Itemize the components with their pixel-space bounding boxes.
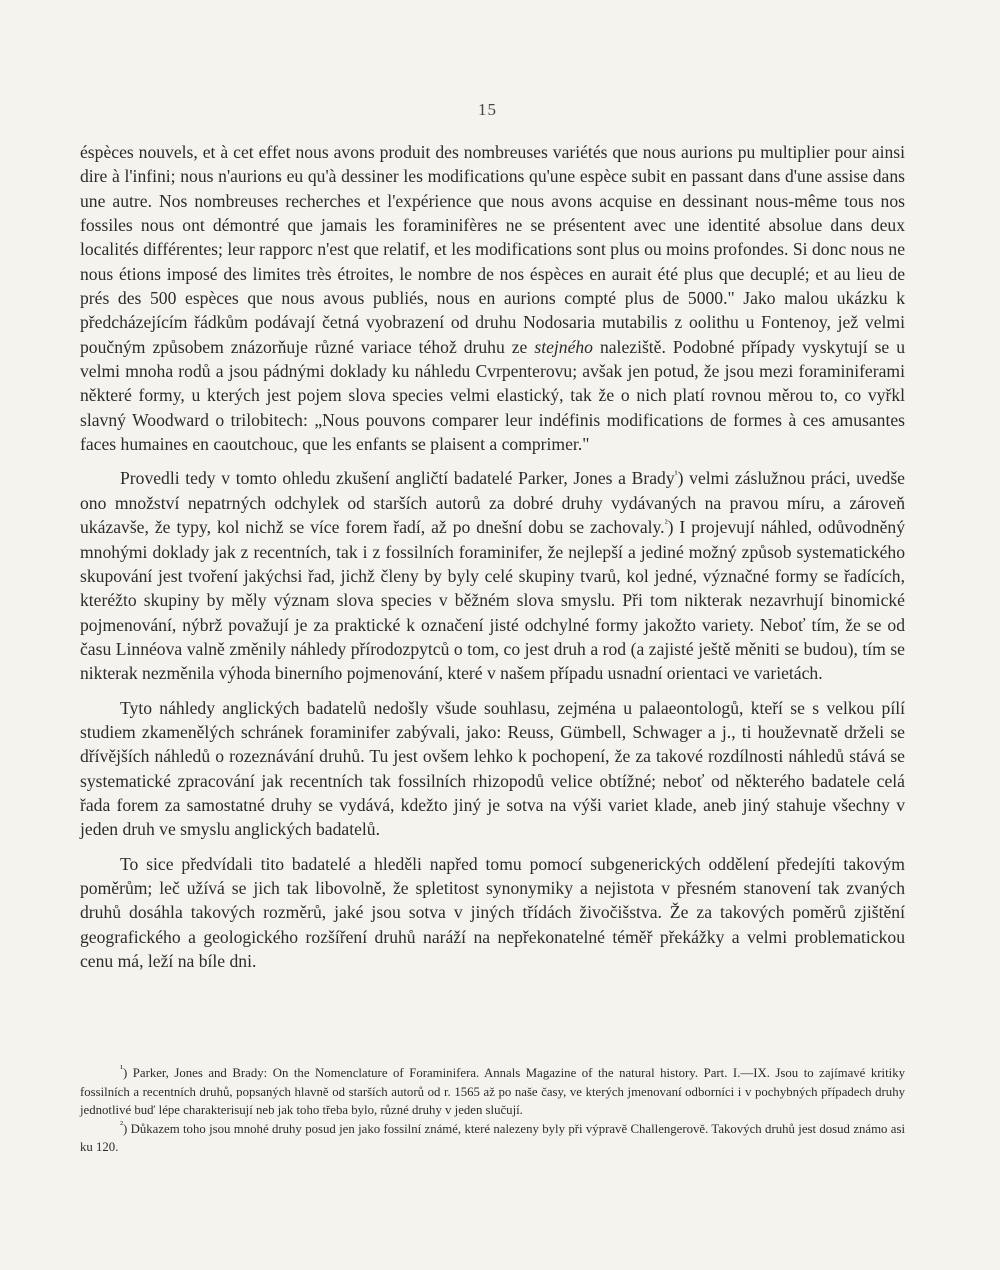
- footnote: [80, 1120, 905, 1157]
- paragraph: [80, 852, 905, 974]
- paragraph: [80, 696, 905, 842]
- paragraph: [80, 140, 905, 456]
- footnote: [80, 1064, 905, 1120]
- footnotes: [80, 1064, 905, 1157]
- footnote-reference: ²: [664, 518, 668, 530]
- page-number: 15: [478, 100, 497, 119]
- footnote-reference: ¹: [674, 469, 678, 481]
- paragraph-text: Provedli tedy v tomto ohledu zkušení angličtí badatelé Parker, Jones a Brady: [120, 468, 675, 489]
- paragraph-text: Tyto náhledy anglických badatelů nedošly všude souhlasu, zejména u palaeontologů, kteří se s velkou pílí studiem zkamenělých schránek foraminifer zabývali, jako: Reuss, Gümbell, Schwager a j., ti houževnatě drželi se dřívějších náhledů o rozeznávání druhů. Tu jest ovšem lehko k pochopení, že za takové rozdílnosti náhledů stává se systematické zpracování jak recentních tak fossilních rhizopodů velice obtížné; neboť od některého badatele celá řada forem za samostatné druhy se vydává, kdežto jiný je sotva na výši variet klade, aneb jiný stahuje všechny v jeden druh ve smyslu anglických badatelů.: [80, 697, 905, 840]
- paragraph-text: To sice předvídali tito badatelé a hleděli napřed tomu pomocí subgenerických oddělení předejíti takovým poměrům; leč užívá se jich tak libovolně, že spletitost synonymiky a nejistota v přesném stanovení tak zvaných druhů dosáhla takových rozměrů, jaké jsou sotva v jiných třídách živočišstva. Že za takových poměrů zjištění geografického a geologického rozšíření druhů naráží na nepřekonatelné téměř překážky a velmi problematickou cenu má, leží na bíle dni.: [80, 853, 905, 971]
- paragraph: [80, 466, 905, 685]
- paragraph-text: ) I projevují náhled, odůvodněný mnohými doklady jak z recentních, tak i z fossilních foraminifer, že nejlepší a jediné možný způsob systematického skupování jest tvoření jakýchsi řad, jichž členy by byly celé skupiny tvarů, kol jedné, význačné formy se řadících, kteréžto skupiny by měly význam slova species v běžném slova smyslu. Při tom nikterak nezavrhují binomické pojmenování, nýbrž považují je za praktické k označení jisté odchylné formy jakožto variety. Neboť tím, že se od času Linnéova valně změnily náhledy přírodozpytců o tom, co jest druh a rod (a zajisté ještě měniti se budou), tím se nikterak nezměnila výhoda binerního pojmenování, které v našem případu usnadní orientaci ve varietách.: [80, 517, 906, 684]
- footnote-marker: ¹: [120, 1063, 123, 1075]
- paragraph-text: ) velmi záslužnou práci, uvedše ono množství nepatrných odchylek od starších autorů za dobré druhy vydávaných na pravou míru, a zároveň ukázavše, že typy, kol nichž se více forem řadí, až po dnešní dobu se zachovaly.: [80, 468, 905, 538]
- footnote-marker: ²: [120, 1119, 123, 1131]
- footnote-text: ) Parker, Jones and Brady: On the Nomenclature of Foraminifera. Annals Magazine of the natural history. Part. I.—IX. Jsou to zajímavé kritiky fossilních a recentních druhů, popsaných hlavně od starších autorů od r. 1565 až po naše časy, ve kterých jmenovaní odborníci i v pochybných případech druhy jednotlivé buď lépe charakterisují neb jak toho třeba bylo, různé druhy v jeden slučují.: [80, 1066, 905, 1118]
- body-text: [80, 140, 905, 973]
- emphasized-text: stejného: [534, 336, 593, 357]
- footnote-text: ) Důkazem toho jsou mnohé druhy posud jen jako fossilní známé, které nalezeny byly při výpravě Challengerově. Takových druhů jest dosud známo asi ku 120.: [80, 1121, 905, 1155]
- paragraph-text: éspèces nouvels, et à cet effet nous avons produit des nombreuses variétés que nous aurions pu multiplier pour ainsi dire à l'infini; nous n'aurions eu qu'à dessiner les modifications qu'une espèce subit en passant dans d'une assise dans une autre. Nos nombreuses recherches et l'expérience que nous avons acquise en dessinant nous-même tous nos fossiles nous ont démontré que jamais les foraminifères ne se présentent avec une identité absolue dans deux localités différentes; leur rapporc n'est que relatif, et les modifications sont plus ou moins profondes. Si donc nous ne nous étions imposé des limites très étroites, le nombre de nos éspèces en aurait été plus que decuplé; et au lieu de prés des 500 espèces que nous avous publiés, nous en aurions compté plus de 5000." Jako malou ukázku k předcházejícím řádkům podávají četná vyobrazení od druhu Nodosaria mutabilis z oolithu u Fontenoy, jež velmi poučným způsobem znázorňuje různé variace téhož druhu ze: [80, 142, 905, 357]
- paragraph-text: naleziště. Podobné případy vyskytují se u velmi mnoha rodů a jsou pádnými doklady ku náhledu Cvrpenterovu; avšak jen potud, že jsou mezi foraminiferami některé formy, u kterých jest pojem slova species velmi elastický, tak že o nich platí rovnou měrou to, co vyřkl slavný Woodward o trilobitech: „Nous pouvons comparer leur indéfinis modifications de formes à ces amusantes faces humaines en caoutchouc, que les enfants se plaisent a comprimer.": [80, 336, 905, 455]
